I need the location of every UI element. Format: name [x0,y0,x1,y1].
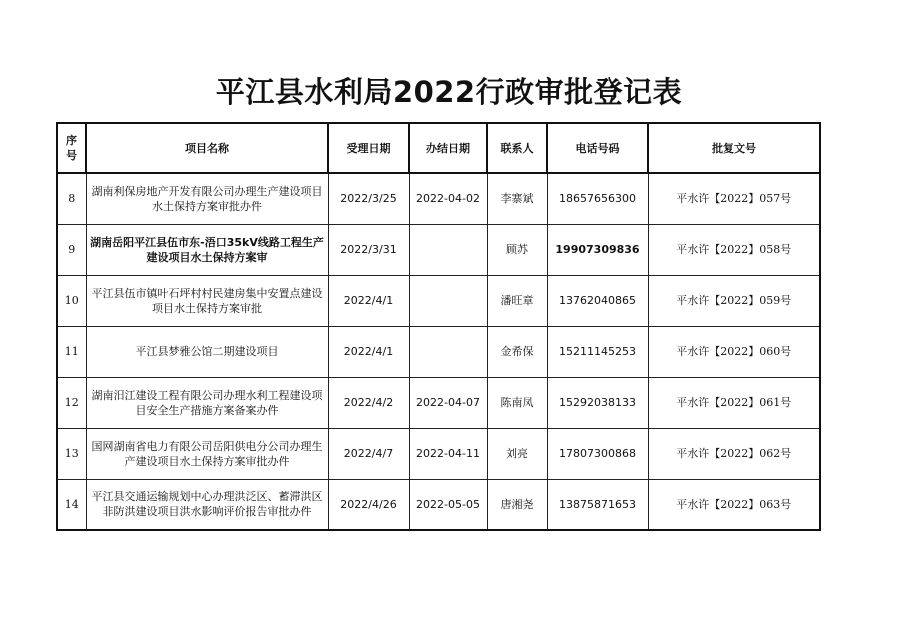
row-reference: 平水许【2022】060号 [648,326,820,377]
row-phone: 17807300868 [547,428,648,479]
row-contact: 李寨斌 [487,173,547,224]
table-row [57,326,820,377]
row-reference: 平水许【2022】062号 [648,428,820,479]
row-project-name: 湖南岳阳平江县伍市东-浯口35kV线路工程生产建设项目水土保持方案审 [86,224,328,275]
row-done-date [409,275,487,326]
row-accept-date: 2022/4/1 [328,326,409,377]
row-no: 11 [57,326,86,377]
header-accept-date: 受理日期 [328,123,409,173]
header-phone: 电话号码 [547,123,648,173]
row-contact: 潘旺章 [487,275,547,326]
row-accept-date: 2022/4/7 [328,428,409,479]
row-project-name: 平江县梦雅公馆二期建设项目 [86,326,328,377]
row-phone: 15211145253 [547,326,648,377]
row-project-name: 国网湖南省电力有限公司岳阳供电分公司办理生产建设项目水土保持方案审批办件 [86,428,328,479]
row-reference: 平水许【2022】061号 [648,377,820,428]
table-row [57,275,820,326]
row-done-date: 2022-04-11 [409,428,487,479]
row-no: 9 [57,224,86,275]
header-reference: 批复文号 [648,123,820,173]
row-phone: 13875871653 [547,479,648,530]
row-reference: 平水许【2022】059号 [648,275,820,326]
row-no: 10 [57,275,86,326]
row-done-date: 2022-05-05 [409,479,487,530]
table-header-row [57,123,820,173]
row-phone: 13762040865 [547,275,648,326]
page-title: 平江县水利局2022行政审批登记表 [215,75,683,109]
header-done-date: 办结日期 [409,123,487,173]
table-row [57,428,820,479]
table-row [57,377,820,428]
row-contact: 刘亮 [487,428,547,479]
row-done-date [409,326,487,377]
row-phone: 18657656300 [547,173,648,224]
row-phone: 15292038133 [547,377,648,428]
row-project-name: 平江县伍市镇叶石坪村村民建房集中安置点建设项目水土保持方案审批 [86,275,328,326]
row-phone: 19907309836 [547,224,648,275]
row-reference: 平水许【2022】063号 [648,479,820,530]
header-project-name: 项目名称 [86,123,328,173]
row-project-name: 湖南汨江建设工程有限公司办理水利工程建设项目安全生产措施方案备案办件 [86,377,328,428]
row-no: 12 [57,377,86,428]
table-row [57,479,820,530]
row-done-date [409,224,487,275]
row-done-date: 2022-04-07 [409,377,487,428]
header-no: 序号 [57,123,86,173]
row-contact: 金希保 [487,326,547,377]
row-contact: 顾苏 [487,224,547,275]
row-no: 14 [57,479,86,530]
row-no: 8 [57,173,86,224]
row-contact: 陈南凤 [487,377,547,428]
registration-table [56,122,821,531]
row-accept-date: 2022/4/26 [328,479,409,530]
row-project-name: 平江县交通运输规划中心办理洪泛区、蓄滞洪区非防洪建设项目洪水影响评价报告审批办件 [86,479,328,530]
row-accept-date: 2022/3/25 [328,173,409,224]
row-no: 13 [57,428,86,479]
table-row [57,173,820,224]
row-done-date: 2022-04-02 [409,173,487,224]
row-reference: 平水许【2022】058号 [648,224,820,275]
row-project-name: 湖南利保房地产开发有限公司办理生产建设项目水土保持方案审批办件 [86,173,328,224]
row-contact: 唐湘尧 [487,479,547,530]
table-row [57,224,820,275]
row-accept-date: 2022/4/1 [328,275,409,326]
header-contact: 联系人 [487,123,547,173]
row-accept-date: 2022/4/2 [328,377,409,428]
row-accept-date: 2022/3/31 [328,224,409,275]
row-reference: 平水许【2022】057号 [648,173,820,224]
